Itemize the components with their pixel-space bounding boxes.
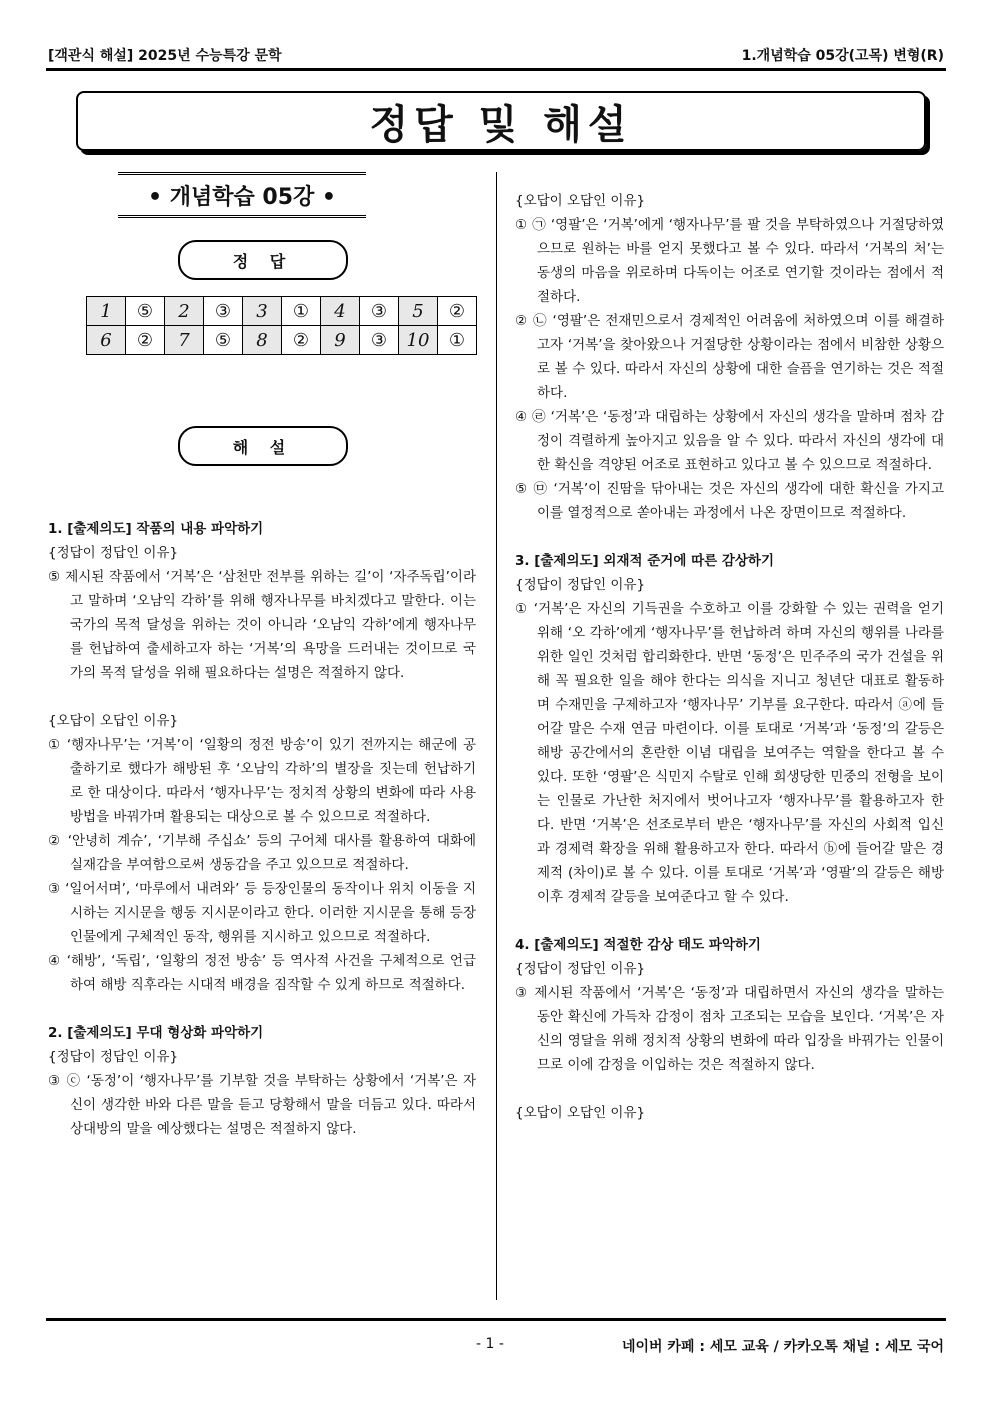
answer-choice: ①	[282, 297, 321, 326]
section-heading: 3. [출제의도] 외재적 준거에 따른 감상하기	[515, 553, 775, 569]
page-title: 정답 및 해설	[369, 101, 633, 148]
answer-choice: ②	[126, 326, 165, 355]
answer-number: 5	[399, 297, 438, 326]
answer-row	[87, 297, 477, 326]
answer-choice: ③	[360, 326, 399, 355]
explanation-item: ④ ㉣ ‘거복’은 ‘동정’과 대립하는 상황에서 자신의 생각을 말하며 점차 감정이 격렬하게 높아지고 있음을 알 수 있다. 따라서 자신의 생각에 대한 확신을 격양된 어조로 표현하고 있다고 볼 수 있으므로 적절하다.	[515, 409, 944, 473]
header-left: [객관식 해설] 2025년 수능특강 문학	[48, 48, 282, 64]
section-subheading: {오답이 오답인 이유}	[48, 713, 179, 729]
spacer	[48, 997, 476, 1021]
section-subheading: {오답이 오답인 이유}	[515, 193, 646, 209]
explanation-item: ② ‘안녕히 계슈’, ‘기부해 주십쇼’ 등의 구어체 대사를 활용하여 대화에 실재감을 부여함으로써 생동감을 주고 있으므로 적절하다.	[48, 833, 476, 873]
answer-number: 9	[321, 326, 360, 355]
explanation-item: ① ‘거복’은 자신의 기득권을 수호하고 이를 강화할 수 있는 권력을 얻기 위해 ‘오 각하’에게 ‘행자나무’를 헌납하려 하며 자신의 행위를 나라를 위한 일인 것처럼 합리화한다. 반면 ‘동정’은 민주주의 국가 건설을 위해 꼭 필요한 일을 해야 한다는 의식을 지니고 청년단 대표로 활동하며 수재민을 구제하고자 ‘행자나무’ 기부를 요구한다. 따라서 ⓐ에 들어갈 말은 수재 연금 마련이다. 이를 토대로 ‘거복’과 ‘동정’의 갈등은 해방 공간에서의 혼란한 이념 대립을 보여주는 역할을 한다고 볼 수 있다. 또한 ‘영팔’은 식민지 수탈로 인해 희생당한 민중의 전형을 보이는 인물로 가난한 처지에서 벗어나고자 ‘행자나무’를 활용하고자 한다. 반면 ‘거복’은 선조로부터 받은 ‘행자나무’를 자신의 사회적 입신과 경제력 확장을 위해 활용하고자 한다. 따라서 ⓑ에 들어갈 말은 경제적 (차이)로 볼 수 있다. 이를 토대로 ‘거복’과 ‘영팔’의 갈등은 해방 이후 경제적 갈등을 보여준다고 할 수 있다.	[515, 601, 944, 905]
answer-number: 1	[87, 297, 126, 326]
explanation-item: ② ㉡ ‘영팔’은 전재민으로서 경제적인 어려움에 처하였으며 이를 해결하고자 ‘거복’을 찾아왔으나 거절당한 상황이라는 점에서 비참한 상황으로 볼 수 있다. 따라서 자신의 상황에 대한 슬픔을 연기하는 것은 적절하다.	[515, 313, 944, 401]
title-box	[76, 91, 926, 151]
answer-number: 4	[321, 297, 360, 326]
footer-divider	[46, 1318, 946, 1321]
answer-number: 8	[243, 326, 282, 355]
answers-label: 정 답	[178, 240, 348, 280]
header-divider	[46, 68, 946, 71]
answer-choice: ①	[438, 326, 477, 355]
header-right: 1.개념학습 05강(고목) 변형(R)	[741, 48, 944, 64]
explanation-item: ④ ‘해방’, ‘독립’, ‘일황의 정전 방송’ 등 역사적 사건을 구체적으로 언급하여 해방 직후라는 시대적 배경을 짐작할 수 있게 하므로 적절하다.	[48, 953, 476, 993]
explanation-item: ⑤ ㉤ ‘거복’이 진땀을 닦아내는 것은 자신의 생각에 대한 확신을 가지고 이를 열정적으로 쏟아내는 과정에서 나온 장면이므로 적절하다.	[515, 481, 944, 521]
section-subheading: {오답이 오답인 이유}	[515, 1105, 646, 1121]
spacer	[515, 525, 944, 549]
column-divider	[496, 172, 497, 1300]
answer-number: 10	[399, 326, 438, 355]
answer-choice: ③	[204, 297, 243, 326]
answer-choice: ③	[360, 297, 399, 326]
answer-number: 6	[87, 326, 126, 355]
answer-number: 7	[165, 326, 204, 355]
answer-choice: ②	[438, 297, 477, 326]
left-column	[48, 517, 476, 1141]
section-subheading: {정답이 정답인 이유}	[515, 961, 646, 977]
answer-row	[87, 326, 477, 355]
right-column	[515, 189, 944, 1125]
explanation-item: ① ‘행자나무’는 ‘거복’이 ‘일황의 정전 방송’이 있기 전까지는 해군에 공출하기로 했다가 해방된 후 ‘오남익 각하’의 별장을 짓는데 헌납하기로 한 대상이다. 따라서 ‘행자나무’는 정치적 상황의 변화에 따라 사용 방법을 바꿔가며 활용되는 대상으로 볼 수 있으므로 적절하다.	[48, 737, 476, 825]
section-subheading: {정답이 정답인 이유}	[48, 545, 179, 561]
spacer	[515, 909, 944, 933]
explanation-item: ③ 제시된 작품에서 ‘거복’은 ‘동정’과 대립하면서 자신의 생각을 말하는 동안 확신에 가득차 감정이 점차 고조되는 모습을 보인다. ‘거복’은 자신의 영달을 위해 정치적 상황의 변화에 따라 입장을 바꿔가는 인물이므로 이에 감정을 이입하는 것은 적절하지 않다.	[515, 985, 944, 1073]
lecture-label: • 개념학습 05강 •	[118, 172, 366, 218]
explanation-item: ③ ‘일어서며’, ‘마루에서 내려와’ 등 등장인물의 동작이나 위치 이동을 지시하는 지시문을 행동 지시문이라고 한다. 이러한 지시문을 통해 등장인물에게 구체적인 동작, 행위를 지시하고 있으므로 적절하다.	[48, 881, 476, 945]
answer-number: 2	[165, 297, 204, 326]
page-number: - 1 -	[476, 1336, 504, 1352]
section-heading: 4. [출제의도] 적절한 감상 태도 파악하기	[515, 937, 761, 953]
section-heading: 2. [출제의도] 무대 형상화 파악하기	[48, 1025, 264, 1041]
explain-label: 해 설	[178, 426, 348, 466]
section-heading: 1. [출제의도] 작품의 내용 파악하기	[48, 521, 264, 537]
section-subheading: {정답이 정답인 이유}	[515, 577, 646, 593]
explanation-item: ③ ⓒ ‘동정’이 ‘행자나무’를 기부할 것을 부탁하는 상황에서 ‘거복’은 자신이 생각한 바와 다른 말을 듣고 당황해서 말을 더듬고 있다. 따라서 상대방의 말을 예상했다는 설명은 적절하지 않다.	[48, 1073, 476, 1137]
answer-choice: ⑤	[126, 297, 165, 326]
answer-choice: ⑤	[204, 326, 243, 355]
explanation-item: ① ㉠ ‘영팔’은 ‘거복’에게 ‘행자나무’를 팔 것을 부탁하였으나 거절당하였으므로 원하는 바를 얻지 못했다고 볼 수 있다. 따라서 ‘거복의 처’는 동생의 마음을 위로하며 다독이는 어조로 연기할 것이라는 점에서 적절하다.	[515, 217, 944, 305]
section-subheading: {정답이 정답인 이유}	[48, 1049, 179, 1065]
answer-choice: ②	[282, 326, 321, 355]
explanation-item: ⑤ 제시된 작품에서 ‘거복’은 ‘삼천만 전부를 위하는 길’이 ‘자주독립’이라고 말하며 ‘오남익 각하’를 위해 행자나무를 바치겠다고 말한다. 이는 국가의 목적 달성을 위하는 것이 아니라 ‘오남익 각하’에게 행자나무를 헌납하여 출세하고자 하는 ‘거복’의 욕망을 드러내는 것이므로 국가의 목적 달성을 위해 필요하다는 설명은 적절하지 않다.	[48, 569, 476, 681]
answer-number: 3	[243, 297, 282, 326]
footer-contact: 네이버 카페 : 세모 교육 / 카카오톡 채널 : 세모 국어	[621, 1339, 944, 1355]
answer-table	[86, 296, 477, 355]
spacer	[515, 1077, 944, 1101]
spacer	[48, 685, 476, 709]
